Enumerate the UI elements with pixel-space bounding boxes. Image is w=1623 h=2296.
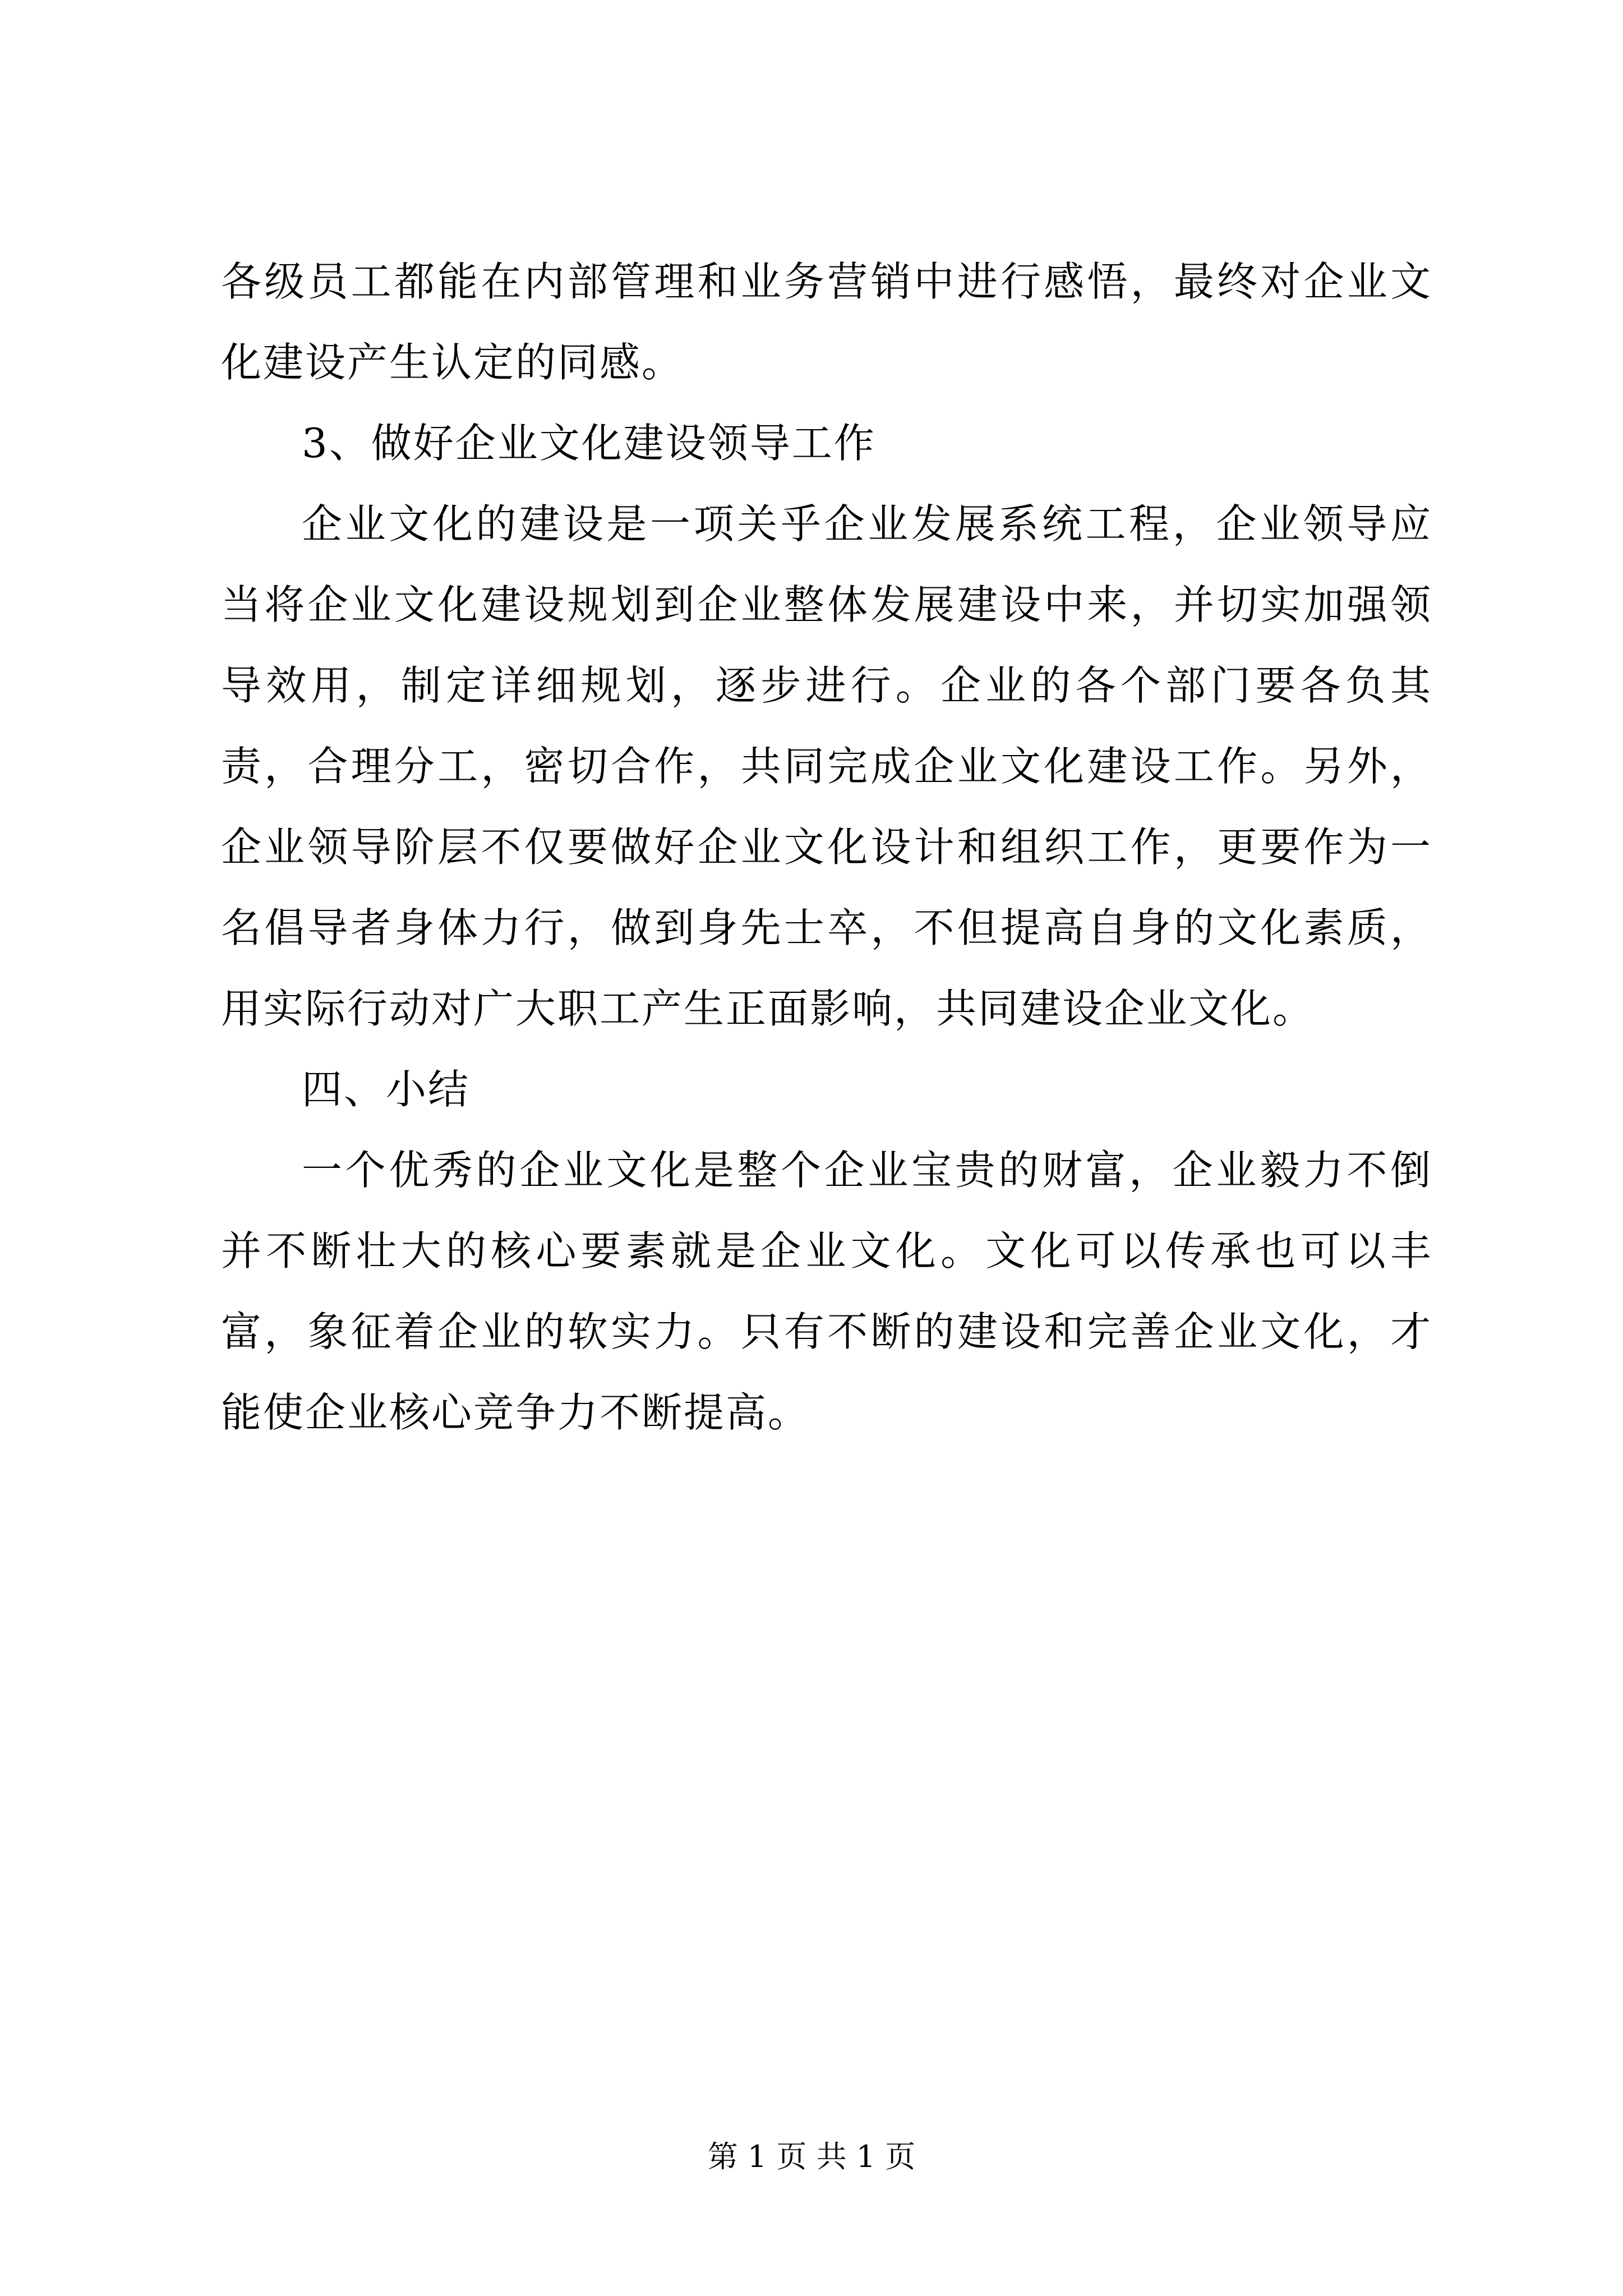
page-footer: 第 1 页 共 1 页 xyxy=(707,2139,916,2174)
paragraph-continuation: 各级员工都能在内部管理和业务营销中进行感悟，最终对企业文化建设产生认定的同感。 xyxy=(221,258,1432,386)
paragraph-summary: 一个优秀的企业文化是整个企业宝贵的财富，企业毅力不倒并不断壮大的核心要素就是企业文化。文化可以传承也可以丰富，象征着企业的软实力。只有不断的建设和完善企业文化，才能使企业核心竞争力不断提高。 xyxy=(221,1147,1432,1436)
document-body xyxy=(221,241,1432,1453)
paragraph-leadership: 企业文化的建设是一项关乎企业发展系统工程，企业领导应当将企业文化建设规划到企业整体发展建设中来，并切实加强领导效用，制定详细规划，逐步进行。企业的各个部门要各负其责，合理分工，密切合作，共同完成企业文化建设工作。另外，企业领导阶层不仅要做好企业文化设计和组织工作，更要作为一名倡导者身体力行，做到身先士卒，不但提高自身的文化素质，用实际行动对广大职工产生正面影响，共同建设企业文化。 xyxy=(221,500,1432,1032)
section-heading-summary: 四、小结 xyxy=(302,1066,471,1113)
section-heading-3: 3、做好企业文化建设领导工作 xyxy=(302,420,876,467)
